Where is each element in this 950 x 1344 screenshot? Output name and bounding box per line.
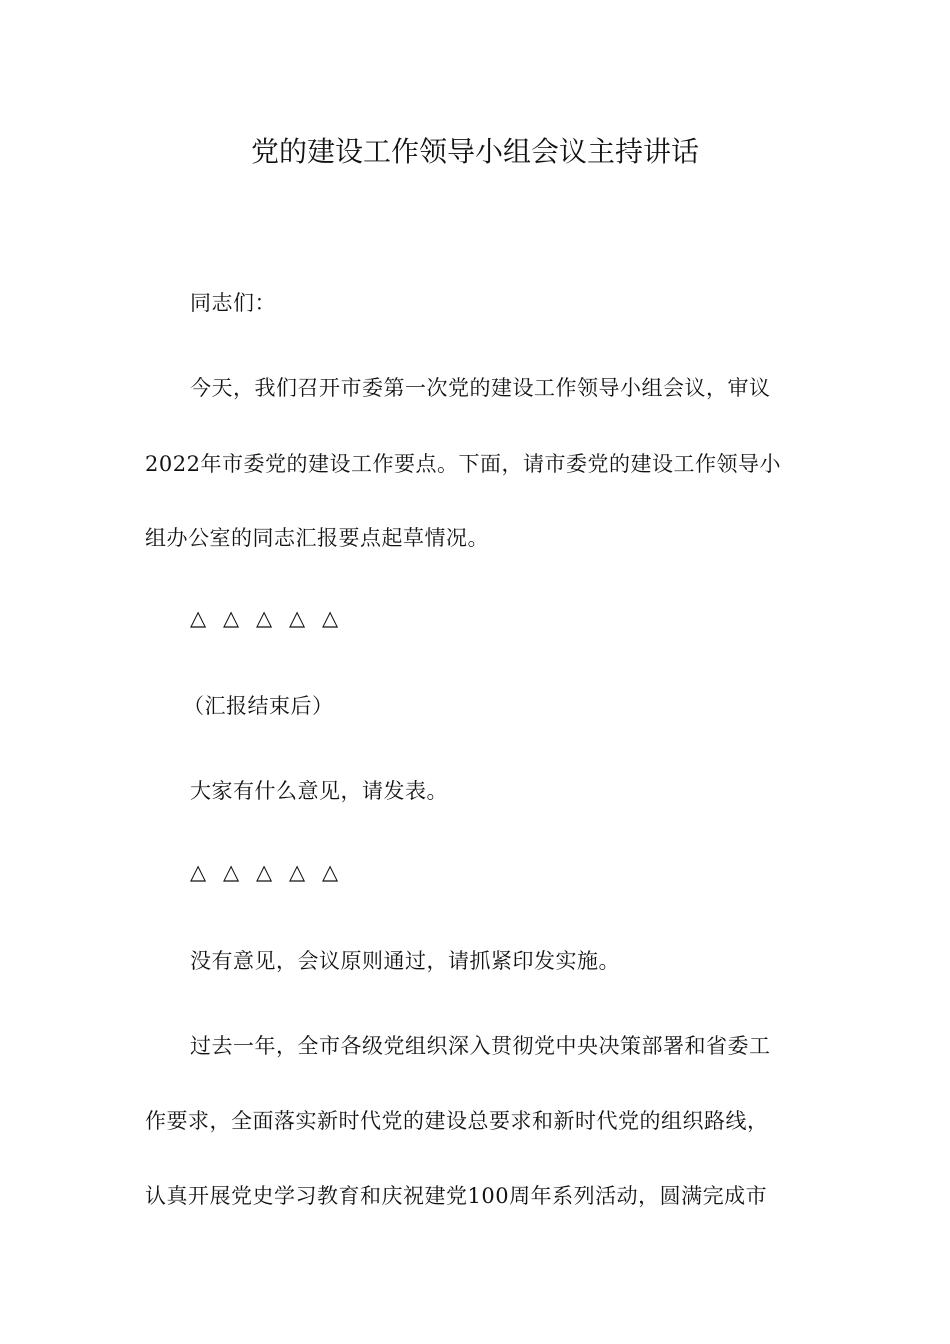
triangle-mark: △ — [322, 860, 339, 884]
triangle-mark: △ — [256, 860, 273, 884]
triangle-mark: △ — [322, 606, 339, 630]
triangle-mark: △ — [223, 860, 240, 884]
triangle-mark: △ — [223, 606, 240, 630]
greeting: 同志们： — [190, 291, 276, 315]
paragraph-1-line-2: 2022年市委党的建设工作要点。下面，请市委党的建设工作领导小 — [145, 452, 781, 476]
triangle-mark: △ — [289, 860, 306, 884]
triangle-marks-1 — [190, 606, 355, 630]
paragraph-4-line-1: 过去一年，全市各级党组织深入贯彻党中央决策部署和省委工 — [190, 1034, 771, 1058]
document-title: 党的建设工作领导小组会议主持讲话 — [250, 135, 699, 168]
paragraph-2: 大家有什么意见，请发表。 — [190, 779, 448, 803]
triangle-mark: △ — [190, 860, 207, 884]
paragraph-3: 没有意见，会议原则通过，请抓紧印发实施。 — [190, 949, 620, 973]
paragraph-1-line-1: 今天，我们召开市委第一次党的建设工作领导小组会议，审议 — [190, 376, 771, 400]
paragraph-4-line-2: 作要求，全面落实新时代党的建设总要求和新时代党的组织路线， — [145, 1109, 769, 1133]
triangle-mark: △ — [256, 606, 273, 630]
triangle-mark: △ — [190, 606, 207, 630]
triangle-marks-2 — [190, 860, 355, 884]
triangle-mark: △ — [289, 606, 306, 630]
paragraph-4-line-3: 认真开展党史学习教育和庆祝建党100周年系列活动，圆满完成市 — [145, 1184, 768, 1208]
paragraph-1-line-3: 组办公室的同志汇报要点起草情况。 — [145, 526, 489, 550]
stage-note: （汇报结束后） — [183, 694, 334, 718]
